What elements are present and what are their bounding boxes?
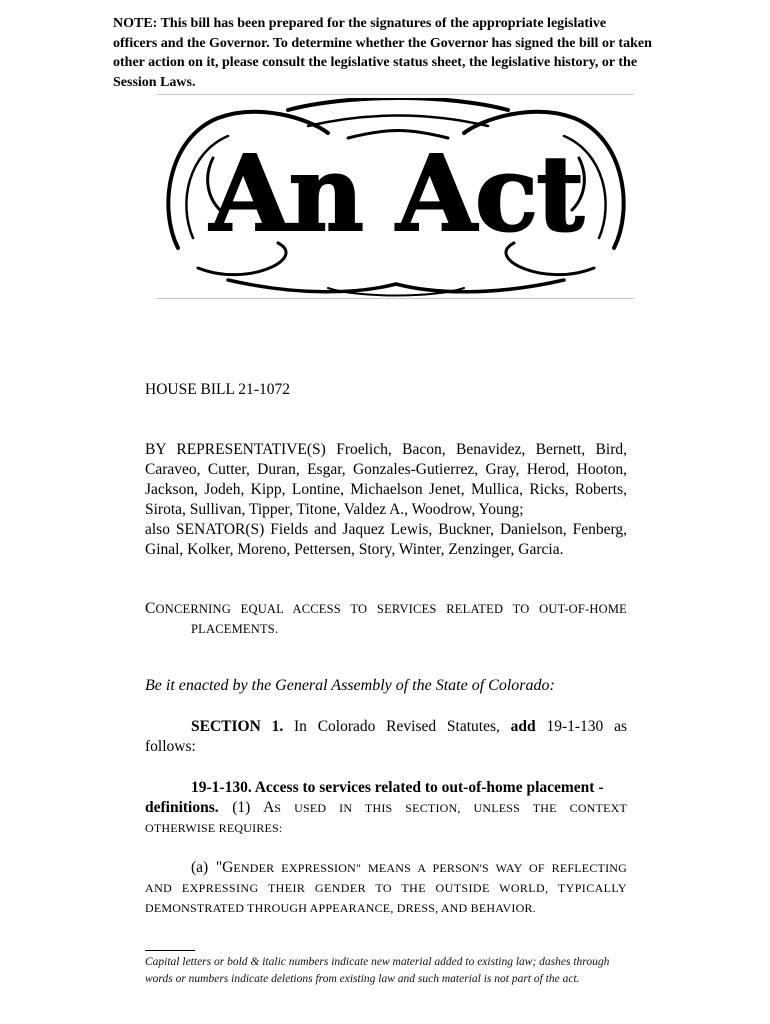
- enacting-clause: Be it enacted by the General Assembly of the State of Colorado:: [145, 677, 555, 694]
- definition-a: [145, 858, 627, 918]
- bill-number: HOUSE BILL 21-1072: [145, 381, 290, 398]
- governor-signature-note: NOTE: This bill has been prepared for the signatures of the appropriate legislative officers and the Governor. To determine whether the Governor has signed the bill or taken other action on it, please consult the legislative status sheet, the legislative history, or the Session Laws.: [113, 16, 652, 90]
- section-1: [145, 717, 627, 757]
- statute-heading-line1: 19-1-130. Access to services related to out-of-home placement -: [191, 779, 604, 796]
- statute-line3: OTHERWISE REQUIRES:: [145, 821, 283, 835]
- sponsor-line: Ginal, Kolker, Moreno, Pettersen, Story, Winter, Zenzinger, Garcia.: [145, 541, 564, 558]
- footnote: Capital letters or bold & italic numbers indicate new material added to existing law; dashes through words or numbers indicate deletions from existing law and such material is not part of the act.: [145, 956, 610, 985]
- an-act-text: An Act: [209, 132, 583, 255]
- add-word: add: [510, 718, 536, 735]
- section-label: SECTION 1.: [191, 718, 284, 735]
- definition-prefix: (a) ": [191, 859, 223, 876]
- bill-title-line1: ONCERNING EQUAL ACCESS TO SERVICES RELATED TO OUT-OF-HOME: [155, 602, 627, 616]
- sponsor-line: Jackson, Jodeh, Kipp, Lontine, Michaelson Jenet, Mullica, Ricks, Roberts,: [145, 481, 627, 498]
- section-text-line2: follows:: [145, 738, 196, 755]
- banner-bottom-divider: [157, 298, 634, 299]
- definition-line2: AND EXPRESSING THEIR GENDER TO THE OUTSIDE WORLD, TYPICALLY: [145, 881, 627, 895]
- section-text: 19-1-130 as: [535, 718, 627, 735]
- sponsor-line: Sirota, Sullivan, Tipper, Titone, Valdez A., Woodrow, Young;: [145, 501, 524, 518]
- section-text: In Colorado Revised Statutes,: [283, 718, 511, 735]
- sponsor-line: Caraveo, Cutter, Duran, Esgar, Gonzales-Gutierrez, Gray, Herod, Hooton,: [145, 461, 627, 478]
- an-act-banner: [158, 98, 634, 298]
- statute-definitions-label: definitions.: [145, 799, 219, 816]
- bill-title-line2: PLACEMENTS.: [191, 622, 279, 636]
- sponsor-line: BY REPRESENTATIVE(S) Froelich, Bacon, Benavidez, Bernett, Bird,: [145, 441, 627, 458]
- sponsors: [145, 440, 627, 560]
- bill-title: [145, 599, 627, 639]
- subsection-number: (1): [218, 799, 264, 816]
- sponsor-line: also SENATOR(S) Fields and Jaquez Lewis, Buckner, Danielson, Fenberg,: [145, 521, 627, 538]
- definition-line3: DEMONSTRATED THROUGH APPEARANCE, DRESS, AND BEHAVIOR.: [145, 901, 536, 915]
- statute-line2: S USED IN THIS SECTION, UNLESS THE CONTEXT: [274, 801, 628, 815]
- definition-line1: ENDER EXPRESSION" MEANS A PERSON'S WAY OF REFLECTING: [233, 861, 628, 875]
- footnote-divider: [145, 950, 195, 951]
- statute-cap: A: [263, 799, 275, 816]
- bill-title-cap: C: [145, 600, 156, 617]
- statute-heading: [145, 778, 627, 838]
- definition-cap: G: [222, 859, 234, 876]
- top-divider: [157, 94, 634, 95]
